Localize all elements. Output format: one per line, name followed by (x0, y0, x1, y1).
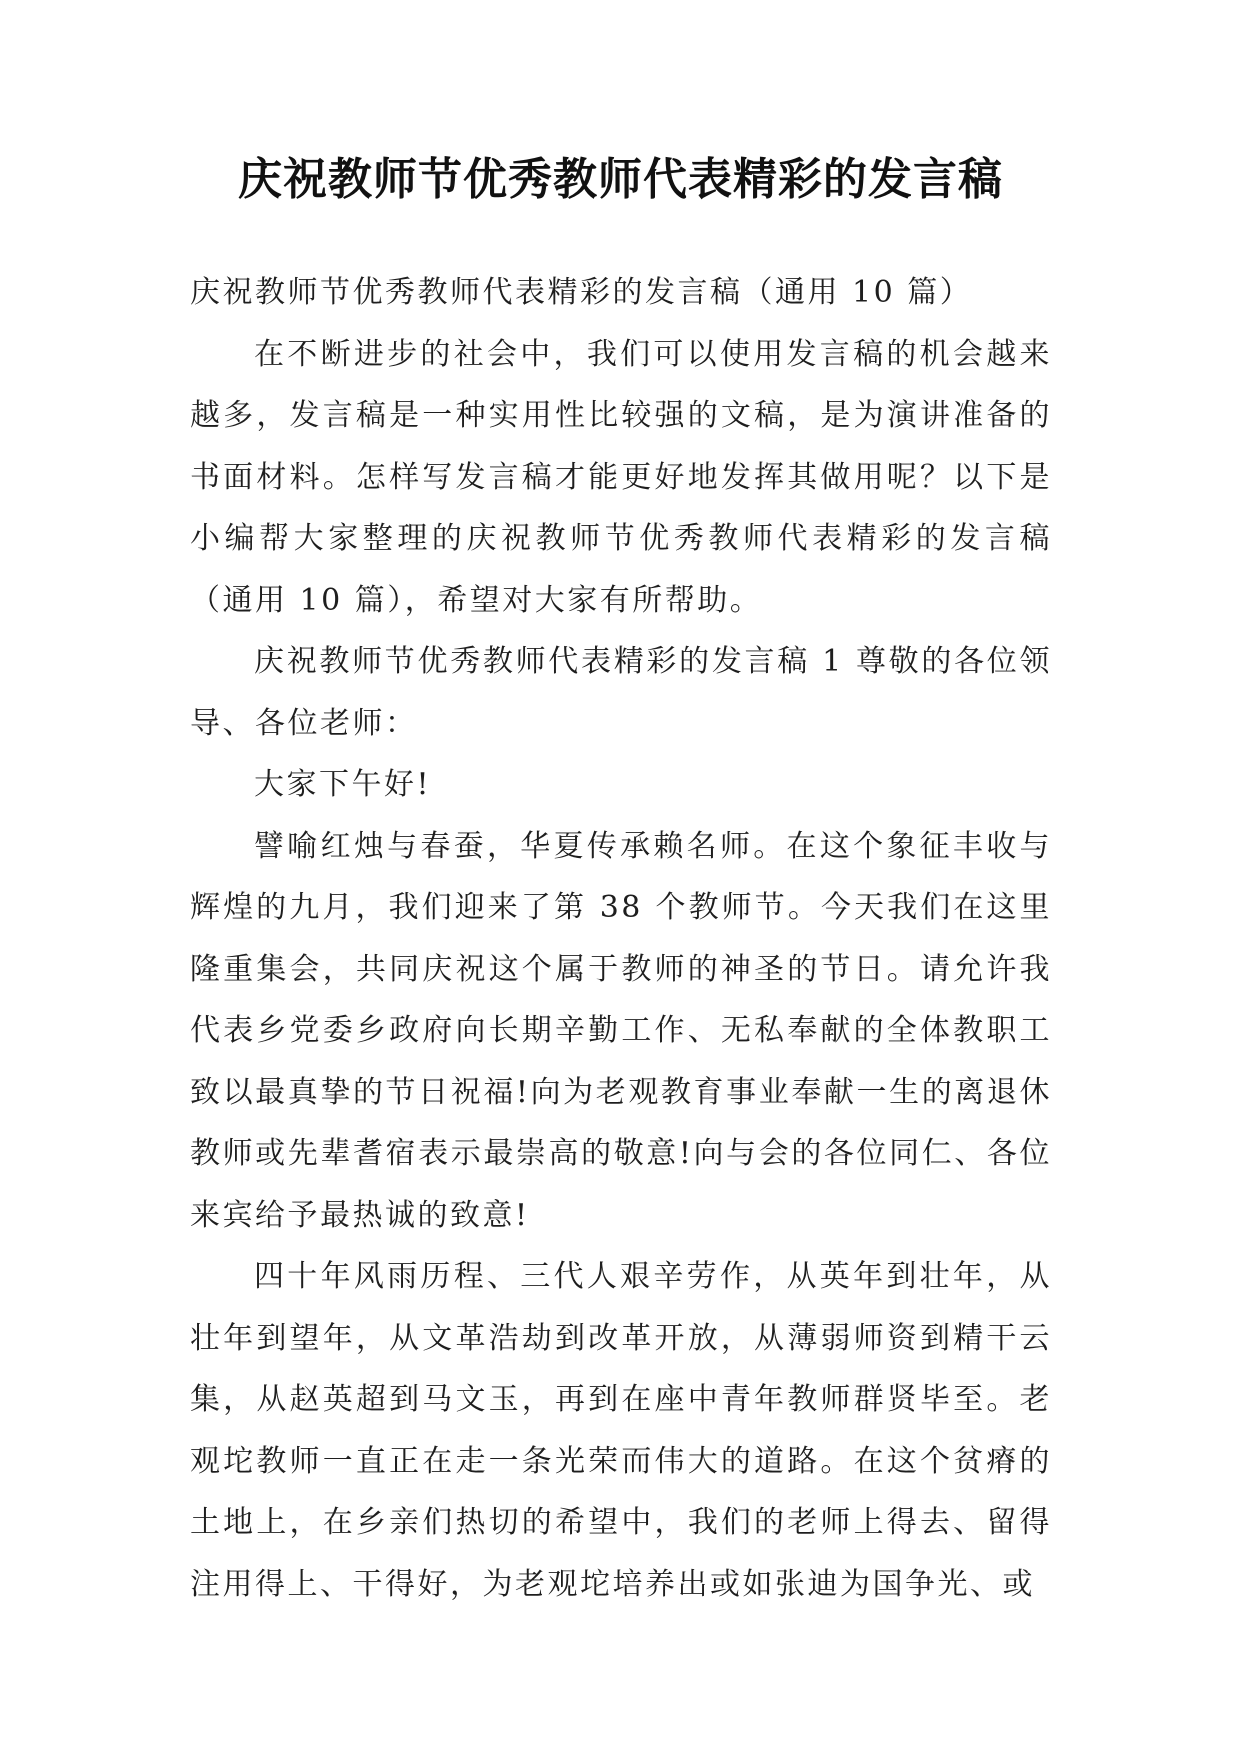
salutation-paragraph: 庆祝教师节优秀教师代表精彩的发言稿 1 尊敬的各位领导、各位老师： (190, 644, 1052, 741)
document-body (190, 262, 1052, 1615)
body-paragraph-2: 四十年风雨历程、三代人艰辛劳作，从英年到壮年，从壮年到望年，从文革浩劫到改革开放，从薄弱师资到精干云集，从赵英超到马文玉，再到在座中青年教师群贤毕至。老观坨教师一直正在走一条光荣而伟大的道路。在这个贫瘠的土地上，在乡亲们热切的希望中，我们的老师上得去、留得注用得上、干得好，为老观坨培养出或如张迪为国争光、或 (190, 1259, 1052, 1602)
body-paragraph-1: 譬喻红烛与春蚕，华夏传承赖名师。在这个象征丰收与辉煌的九月，我们迎来了第 38 个教师节。今天我们在这里隆重集会，共同庆祝这个属于教师的神圣的节日。请允许我代表乡党委乡政府向长期辛勤工作、无私奉献的全体教职工致以最真挚的节日祝福!向为老观教育事业奉献一生的离退休教师或先辈耆宿表示最崇高的敬意!向与会的各位同仁、各位来宾给予最热诚的致意! (190, 828, 1052, 1233)
document-title: 庆祝教师节优秀教师代表精彩的发言稿 (238, 154, 1003, 205)
greeting-paragraph: 大家下午好! (254, 767, 432, 802)
intro-paragraph: 在不断进步的社会中，我们可以使用发言稿的机会越来越多，发言稿是一种实用性比较强的文稿，是为演讲准备的书面材料。怎样写发言稿才能更好地发挥其做用呢？以下是小编帮大家整理的庆祝教师节优秀教师代表精彩的发言稿（通用 10 篇），希望对大家有所帮助。 (190, 336, 1052, 618)
subtitle-paragraph: 庆祝教师节优秀教师代表精彩的发言稿（通用 10 篇） (190, 275, 973, 310)
